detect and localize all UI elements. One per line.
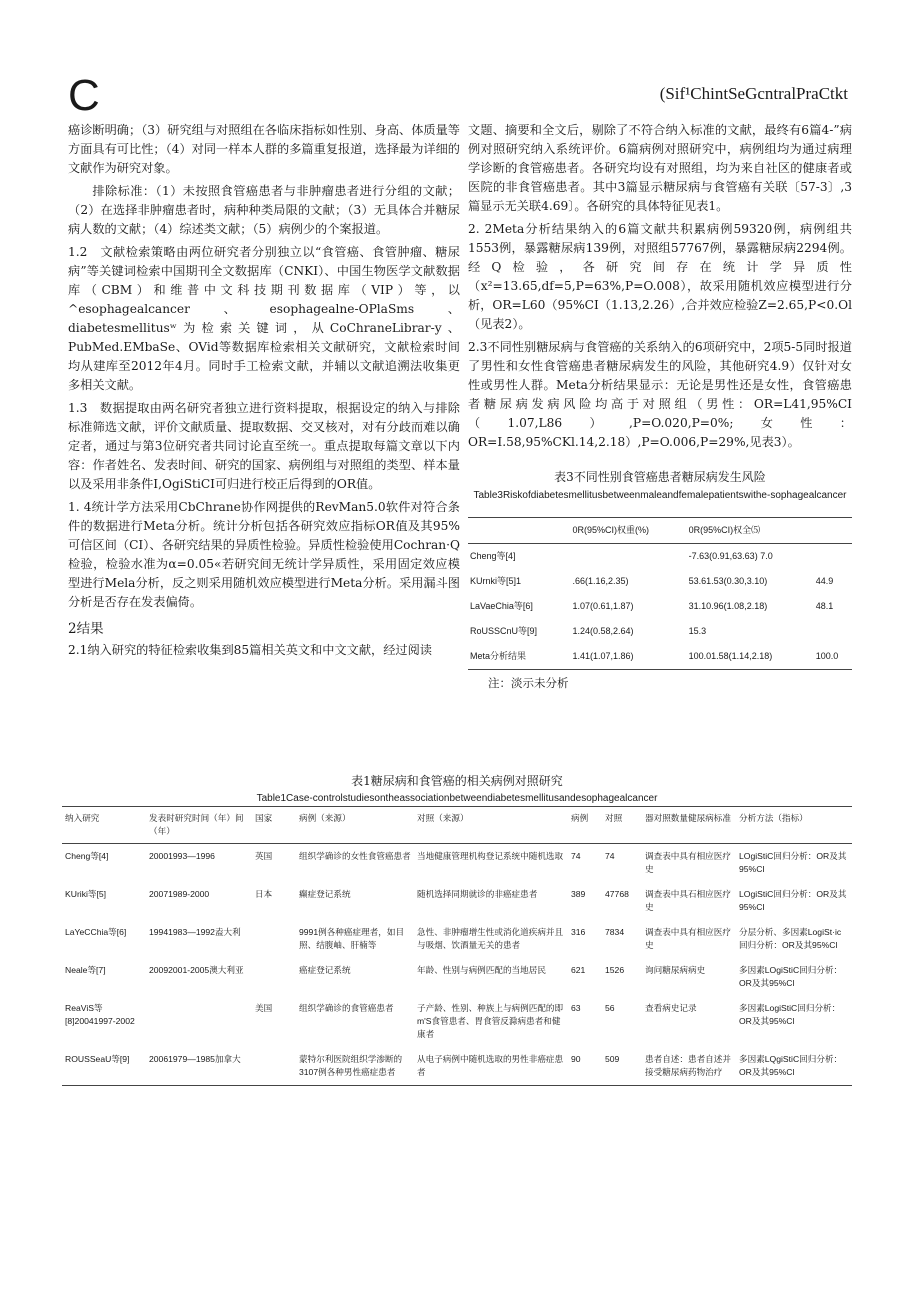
table-header: 对照（来源） [414,807,568,844]
table-cell: KUriki等[5] [65,889,107,899]
table-cell: Cheng等[4] [65,851,109,861]
table1-caption: 表1糖尿病和食管癌的相关病例对照研究 [351,774,563,788]
table-cell: 英国 [255,851,273,861]
table-cell: 63 [571,1003,581,1013]
table-header: 国家 [252,807,296,844]
table-cell: Neale等[7] [65,965,106,975]
paragraph: 2.1纳入研究的特征检索收集到85篇相关英文和中文文献，经过阅读 [68,643,432,657]
table-cell: 20061979—1985加拿大 [146,1047,252,1086]
table-cell: 患者自述：患者自述并接受糖尿病药物治疗 [642,1047,736,1086]
table-cell: LOgiStiC回归分析：OR及其95%CI [739,851,847,874]
table-cell: 1526 [605,965,625,975]
table-cell: Meta分析结果 [468,644,570,670]
table-cell [814,544,852,570]
table-cell: 癌症登记系统 [299,965,351,975]
paragraph: 排除标准：（1）未按照食管癌患者与非肿瘤患者进行分组的文献；（2）在选择非肿瘤患者时，病种种类局限的文献；（3）无具体合并糖尿病人数的文献；（4）综述类文献；（5）病例少的个案报道。 [68,184,460,236]
table1-subtitle: Table1Case-controlstudiesontheassociationbetweendiabetesmellitusandesophagealcancer [256,793,658,804]
table-cell: 74 [571,851,581,861]
table-cell [252,920,296,958]
paragraph: 癌诊断明确；（3）研究组与对照组在各临床指标如性别、身高、体质量等方面具有可比性；（4）对同一样本人群的多篇重复报道，选择最为详细的文献作为研究对象。 [68,123,460,175]
table-cell: 调查表中具有相应医疗史 [645,927,731,950]
table1-block [62,772,852,1086]
table-row [62,844,852,883]
table-cell: LaYeCChia等[6] [65,927,127,937]
table-cell: 1.41(1.07,1.86) [570,644,686,670]
table-cell: 组织学确诊的女性食管癌患者 [299,851,411,861]
right-column [468,121,852,693]
table-header [814,518,852,544]
table-row [468,594,852,619]
table-cell: 621 [571,965,586,975]
table-header: 0R(95%CI)权重(%) [570,518,686,544]
table-cell: 1.24(0.58,2.64) [572,626,634,636]
table-cell [252,958,296,996]
table-cell: 美国 [255,1003,273,1013]
table-cell: 20001993—1996 [149,851,215,861]
table-cell: 90 [568,1047,602,1086]
table-cell: 多因素LQgiStiC回归分析：OR及其95%Cl [736,1047,852,1086]
table-cell: 调查表中具石相应医疗史 [645,889,731,912]
table-row [62,996,852,1047]
table-cell [146,996,252,1047]
table-cell: 癫症登记系统 [299,889,351,899]
table-header: 发表时研究时间（年）间（年） [146,807,252,844]
table-cell: RoUSSCnU等[9] [470,626,538,636]
table-cell: 查看病史记录 [645,1003,697,1013]
table-header: 分析方法（指标） [736,807,852,844]
table-cell: 389 [571,889,586,899]
table-cell: LOgiStiC回归分析：OR及其95%CI [739,889,847,912]
table3-caption: 表3不同性别食管癌患者糖尿病发生风险 [554,470,766,484]
paragraph: 2. 2Meta分析结果纳入的6篇文献共积累病例59320例，病例组共1553例，暴露糖尿病139例，对照组57767例，暴露糖尿病2294例。经Q检验，各研究间存在统计学异质性（x²=13.65,df=5,P=63%,P=O.008），故采用随机效应模型进行分析，OR=L60（95%CI（1.13,2.26）,合并效应检验Z=2.65,P<0.Ol（见表2）。 [468,222,852,331]
table-cell: 当地健康管理机构登记系统中随机选取 [417,851,564,861]
paragraph: 2.3不同性别糖尿病与食管癌的关系纳入的6项研究中，2项5-5同时报道了男性和女性食管癌患者糖尿病发生的风险，其他研究4.9）仅针对女性或男性人群。Meta分析结果显示：无论是男性还是女性，食管癌患者糖尿病发病风险均高于对照组（男性：OR=L41,95%CI（1.07,L86）,P=O.020,P=0%;女性：OR=I.58,95%CKl.14,2.18）,P=O.006,P=29%,见表3）。 [468,340,852,449]
table-cell: 47768 [605,889,629,899]
paragraph: 1.3 数据提取由两名研究者独立进行资料提取，根据设定的纳入与排除标准筛选文献，评价文献质量、提取数据、交叉核对，对有分歧而难以确定者，通过与第3位研究者共同讨论直至统一。重点提取每篇文章以下内容：作者姓名、发表时间、研究的国家、病例组与对照组的类型、样本量以及采用非条件I,OgiStiCI可归进行校正后得到的OR值。 [68,401,460,491]
table-cell: 7834 [605,927,625,937]
table3-subtitle: Table3Riskofdiabetesmellitusbetweenmaleandfemalepatientswithe-sophagealcancer [473,490,847,501]
table-row [468,569,852,594]
table-cell: ReaViS等[8]20041997-2002 [65,1003,135,1026]
table-cell: 74 [605,851,615,861]
table-cell: -7.63(0.91,63.63) 7.0 [688,551,773,561]
section-heading: 2结果 [68,621,104,637]
table-header: 0R(95%CI)权全⑸ [687,518,814,544]
table-cell: 20071989-2000 [149,889,210,899]
table-cell: 从电子病例中随机选取的男性非癌症患者 [414,1047,568,1086]
table-header [468,518,570,544]
table-cell: LaVaeChia等[6] [470,601,533,611]
table-cell: 48.1 [815,601,834,611]
table-cell: 日本 [255,889,273,899]
table-cell: 分层分析、多因素LogiSt·ic回归分析：OR及其95%Cl [739,927,842,950]
table-cell: 19941983—1992盍大利 [149,927,241,937]
table-cell: .66(1.16,2.35) [572,576,629,586]
table-cell: 询问糖尿病病史 [645,965,706,975]
table-cell: 316 [571,927,586,937]
table-row [62,958,852,996]
journal-title: (Sif¹ChintSeGcntralPraCtkt [659,84,848,103]
table-row [468,644,852,670]
table-cell: 急性、非肿瘤增生性或消化道疾病并且与吸烟、饮酒量无关的患者 [417,927,564,950]
paragraph: 1. 4统计学方法采用CbChrane协作网提供的RevMan5.0软件对符合条件的数据进行Meta分析。统计分析包括各研究效应指标OR值及其95%可信区间（CI）、各研究结果的异质性检验。异质性检验使用Cochran·Q检验，检验水准为α=0.05«若研究间无统计学异质性，采用固定效应模型进行Mela分析，反之则采用随机效应模型进行Meta分析。采用漏斗图分析是否存在发表偏倚。 [68,500,460,609]
table-cell: 子产龄、性别、种族上与病例匹配的即m'S食管患者、胃食管反滁病患者和健康者 [417,1003,564,1039]
table-cell: 蒙特尔利医院组织学渗断的3107例各种男性癌症患者 [296,1047,414,1086]
table-cell: 509 [602,1047,642,1086]
table-cell: KUrnki等[5]1 [470,576,522,586]
table-cell [252,1047,296,1086]
table-row [62,920,852,958]
paragraph: 文题、摘要和全文后，剔除了不符合纳入标准的文献，最终有6篇4-”病例对照研究纳入系统评价。6篇病例对照研究中，病例组均为通过病理学诊断的食管癌患者。各研究均设有对照组，均为来自社区的健康者或医院的非食管癌患者。其中3篇显示糖尿病与食管癌有关联〔57-3〕,3篇显示无关联4.69〕。各研究的具体特征见表1。 [468,123,852,213]
table-cell [570,544,686,570]
table3-note: 注：淡示未分析 [488,676,569,690]
table-row [62,882,852,920]
table-cell: Cheng等[4] [470,551,516,561]
table-cell: 年龄、性别与病例匹配的当地居民 [417,965,546,975]
table-cell: 随机选择同期就诊的非癌症患者 [417,889,538,899]
journal-logo: C [68,71,100,120]
table-row [468,619,852,644]
table-header: 病例 [568,807,602,844]
left-column [68,121,460,664]
table-cell: ROUSSeaU等[9] [62,1047,146,1086]
table-cell: 53.61.53(0.30,3.10) [688,576,768,586]
table-cell: 调查表中具有相应医疗史 [645,851,731,874]
table-cell: 15.3 [688,626,707,636]
table-cell: 44.9 [815,576,834,586]
table3 [468,517,852,670]
table-header: 纳入研究 [62,807,146,844]
table-cell: 9991例各种癌症理者，如目照、结腹岫、肝楠等 [299,927,405,950]
table-header: 器对照数量健尿病标准 [642,807,736,844]
table-cell: 多因素LOgiStiC回归分析：OR及其95%Cl [739,965,843,988]
table-cell [814,619,852,644]
table-cell: 20092001-2005澳大利亚 [149,965,244,975]
table-cell: 56 [605,1003,615,1013]
paragraph: 1.2 文献检索策略由两位研究者分别独立以“食管癌、食管肿瘤、糖尿病”等关键词检索中国期刊全文数据库（CNKI）、中国生物医学文献数据库（CBM）和维普中文科技期刊数据库（VIP）等，以^esophagealcancer、esophagealne-OPlaSms、diabetesmellitusʷ为检索关键词，从CoChraneLibrar-y、PubMed.EMbaSe、OVid等数据库检索相关文献研究，文献检索时间均从建库至2012年4月。同时手工检索文献，并辅以文献追溯法收集更多相关文献。 [68,245,460,392]
table-row [468,544,852,570]
table-cell: 100.01.58(1.14,2.18) [687,644,814,670]
table-cell: 1.07(0.61,1.87) [572,601,634,611]
table-row [62,1047,852,1086]
table1 [62,806,852,1086]
table-cell: 31.10.96(1.08,2.18) [688,601,768,611]
table-cell: 100.0 [814,644,852,670]
table-cell: 组织学确诊的食管癌患者 [299,1003,394,1013]
table-header: 病例（来源） [296,807,414,844]
table-cell: 多因素LogiStiC回归分析：OR及其95%Cl [739,1003,841,1026]
table-header: 对照 [602,807,642,844]
